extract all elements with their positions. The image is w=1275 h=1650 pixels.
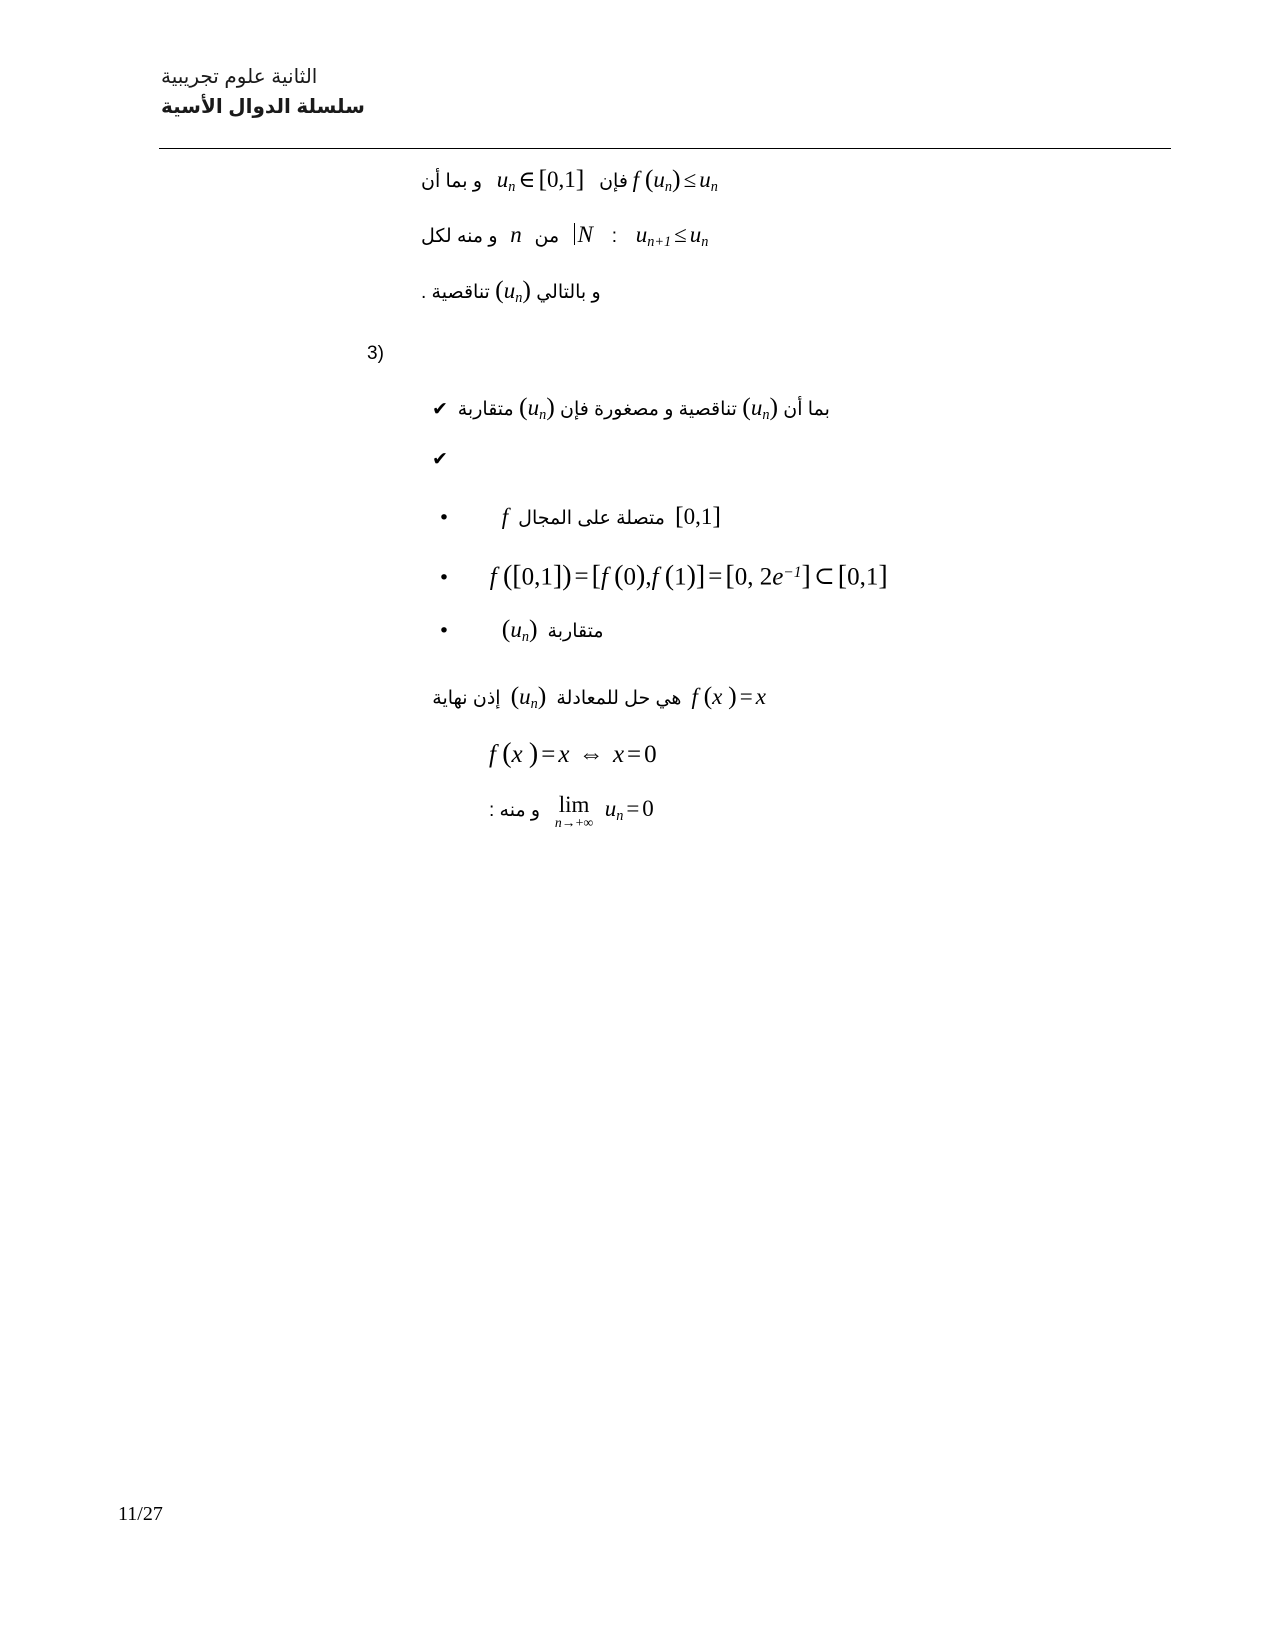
text-tanaqusiyya: تناقصية .	[421, 281, 496, 303]
check-text-mid: تناقصية و مصغورة فإن	[554, 398, 743, 420]
check-icon-2: ✔	[432, 447, 448, 470]
text-wa-minhu: و منه :	[489, 800, 541, 822]
math-interval-01: [0,1]	[675, 500, 721, 530]
math-limit: lim n→+∞ $u_n = 0$	[554, 791, 654, 830]
line-limit-value	[159, 792, 1171, 833]
bullet-icon-2: •	[438, 567, 450, 590]
bullet-item-convergent	[159, 607, 1171, 659]
math-fx-eq-x: f (x ) = x	[691, 681, 766, 711]
math-f-un-le-un: f $(u_n) \le u_n$	[632, 164, 718, 195]
line-un-in-interval	[159, 162, 1171, 204]
check-text-end: متقاربة	[457, 398, 519, 420]
math-un-in-01: $u_n$ ∈ [0,1]	[496, 164, 585, 195]
page-number: 11/27	[118, 1503, 163, 1525]
line-conclusion-decreasing	[159, 273, 1171, 315]
header-line-title: سلسلة الدوال الأسية	[161, 96, 365, 118]
line-equation-solution	[159, 737, 1171, 774]
page-header	[161, 62, 1171, 122]
bullet-text-continuous: متصلة على المجال	[512, 507, 671, 529]
check-item-empty	[159, 437, 1171, 482]
bullet-item-continuous	[159, 494, 1171, 541]
text-colon: :	[611, 225, 618, 247]
bullet-icon: •	[438, 506, 450, 529]
math-n: n	[510, 221, 522, 247]
text-fa-inna: فإن	[599, 171, 628, 192]
math-f: f	[501, 503, 509, 529]
line-limit-solution	[159, 679, 1171, 721]
text-wa-minhu-likul: و منه لكل	[421, 225, 498, 247]
math-image-of-interval: f ([0,1]) = [f (0),f (1)] = [0, $2e^{-1}$] ⊂ [0,1]	[489, 560, 888, 592]
math-un-seq-5: $(u_n)$	[510, 681, 547, 713]
line-un1-le-un	[159, 218, 1171, 259]
bullet-icon-3: •	[438, 620, 450, 643]
header-line-subject: الثانية علوم تجريبية	[161, 66, 318, 88]
header-divider	[159, 148, 1171, 149]
text-wa-bima-anna: و بما أن	[421, 171, 483, 192]
math-set-n: N	[571, 221, 593, 247]
math-un-seq: $(u_n)$	[495, 274, 531, 306]
check-icon: ✔	[432, 397, 448, 420]
bullet-item-image-interval	[159, 551, 1171, 601]
math-un-seq-2: $(u_n)$	[742, 391, 779, 423]
math-un-seq-3: $(u_n)$	[519, 391, 555, 423]
question-3-label: (3	[367, 342, 384, 364]
check-item-convergent	[159, 385, 1171, 437]
text-wa-bittali: و بالتالي	[530, 281, 601, 303]
math-un-seq-4: $(u_n)$	[501, 614, 538, 646]
text-idhan-nihaya: إذن نهاية	[427, 688, 506, 710]
math-un1-le-un: $u_{n+1} \le u_n$	[635, 221, 709, 250]
check-text-convergent: بما أن	[778, 398, 830, 420]
math-equation-x0: f (x ) = x ⇔ x = 0	[489, 738, 657, 770]
text-min: من	[534, 225, 560, 247]
document-body	[159, 162, 1171, 833]
text-lilmuadala: هي حل للمعادلة	[551, 688, 687, 710]
bullet-text-convergent: متقاربة	[542, 621, 604, 643]
